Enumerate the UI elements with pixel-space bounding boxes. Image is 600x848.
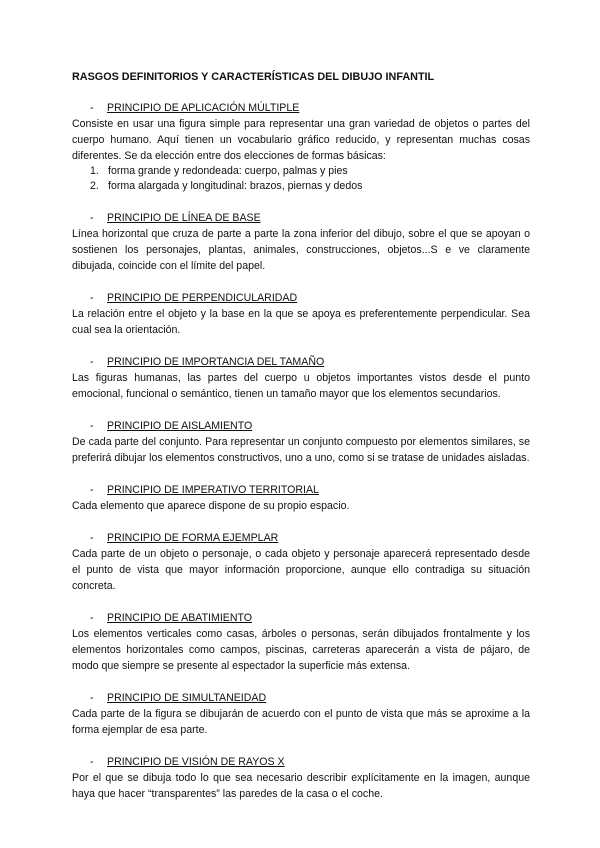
section-heading [90,355,530,369]
bullet-dash: - [90,420,94,432]
section-heading-text: PRINCIPIO DE APLICACIÓN MÚLTIPLE [107,102,300,114]
section-vision-rayos-x [72,755,530,802]
section-heading [90,101,530,115]
section-importancia-tamano [72,355,530,402]
section-paragraph: Cada elemento que aparece dispone de su propio espacio. [72,500,350,512]
section-imperativo-territorial [72,483,530,514]
section-simultaneidad [72,691,530,738]
section-heading [90,483,530,497]
bullet-dash: - [90,692,94,704]
list-item [90,179,530,194]
list-item [90,164,530,179]
document-title: RASGOS DEFINITORIOS Y CARACTERÍSTICAS DEL DIBUJO INFANTIL [72,71,435,83]
section-paragraph: Consiste en usar una figura simple para representar una gran variedad de objetos o partes del cuerpo humano. Aquí tienen un vocabulario gráfico reducido, y representan muchas cosas diferentes. Se da elección entre dos elecciones de formas básicas: [72,118,530,162]
bullet-dash: - [90,212,94,224]
section-heading-text: PRINCIPIO DE PERPENDICULARIDAD [107,292,298,304]
section-heading-text: PRINCIPIO DE IMPORTANCIA DEL TAMAÑO [107,356,325,368]
section-paragraph: Cada parte de un objeto o personaje, o cada objeto y personaje aparecerá representado desde el punto de vista que mayor información proporcione, aunque ello contradiga su situación concreta. [72,548,530,592]
section-heading-text: PRINCIPIO DE IMPERATIVO TERRITORIAL [107,484,319,496]
section-paragraph: Cada parte de la figura se dibujarán de acuerdo con el punto de vista que más se aproxime a la forma ejemplar de esa parte. [72,708,530,736]
bullet-dash: - [90,612,94,624]
section-paragraph: La relación entre el objeto y la base en la que se apoya es preferentemente perpendicular. Sea cual sea la orientación. [72,308,530,336]
section-paragraph: Por el que se dibuja todo lo que sea necesario describir explícitamente en la imagen, aunque haya que hacer “transparentes” las paredes de la casa o el coche. [72,772,530,800]
list-number: 1. [90,165,99,177]
section-aplicacion-multiple [72,101,530,194]
bullet-dash: - [90,102,94,114]
section-heading [90,691,530,705]
section-heading-text: PRINCIPIO DE VISIÓN DE RAYOS X [107,756,285,768]
bullet-dash: - [90,356,94,368]
bullet-dash: - [90,484,94,496]
section-heading-text: PRINCIPIO DE LÍNEA DE BASE [107,212,261,224]
section-heading-text: PRINCIPIO DE SIMULTANEIDAD [107,692,267,704]
section-linea-de-base [72,211,530,274]
section-forma-ejemplar [72,531,530,594]
section-heading [90,755,530,769]
basic-forms-list [72,164,530,194]
section-heading-text: PRINCIPIO DE ABATIMIENTO [107,612,253,624]
section-paragraph: Los elementos verticales como casas, árboles o personas, serán dibujados frontalmente y los elementos horizontales como campos, piscinas, carreteras aparecerán a vista de pájaro, de modo que siempre se presente al espectador la superficie más extensa. [72,628,530,672]
list-number: 2. [90,180,99,192]
section-heading [90,211,530,225]
section-aislamiento [72,419,530,466]
section-heading-text: PRINCIPIO DE AISLAMIENTO [107,420,253,432]
section-heading-text: PRINCIPIO DE FORMA EJEMPLAR [107,532,279,544]
section-paragraph: Las figuras humanas, las partes del cuerpo u objetos importantes vistos desde el punto emocional, funcional o semántico, tienen un tamaño mayor que los elementos secundarios. [72,372,530,400]
section-heading [90,419,530,433]
list-item-text: forma grande y redondeada: cuerpo, palmas y pies [108,165,348,177]
section-paragraph: Línea horizontal que cruza de parte a parte la zona inferior del dibujo, sobre el que se apoyan o sostienen los personajes, plantas, animales, construcciones, objetos...S e ve claramente dibujada, coincide con el límite del papel. [72,228,530,272]
section-heading [90,611,530,625]
bullet-dash: - [90,292,94,304]
list-item-text: forma alargada y longitudinal: brazos, piernas y dedos [108,180,363,192]
section-abatimiento [72,611,530,674]
section-paragraph: De cada parte del conjunto. Para representar un conjunto compuesto por elementos similares, se preferirá dibujar los elementos constructivos, uno a uno, como si se tratase de unidades aisladas. [72,436,530,464]
bullet-dash: - [90,532,94,544]
bullet-dash: - [90,756,94,768]
section-heading [90,291,530,305]
section-heading [90,531,530,545]
section-perpendicularidad [72,291,530,338]
